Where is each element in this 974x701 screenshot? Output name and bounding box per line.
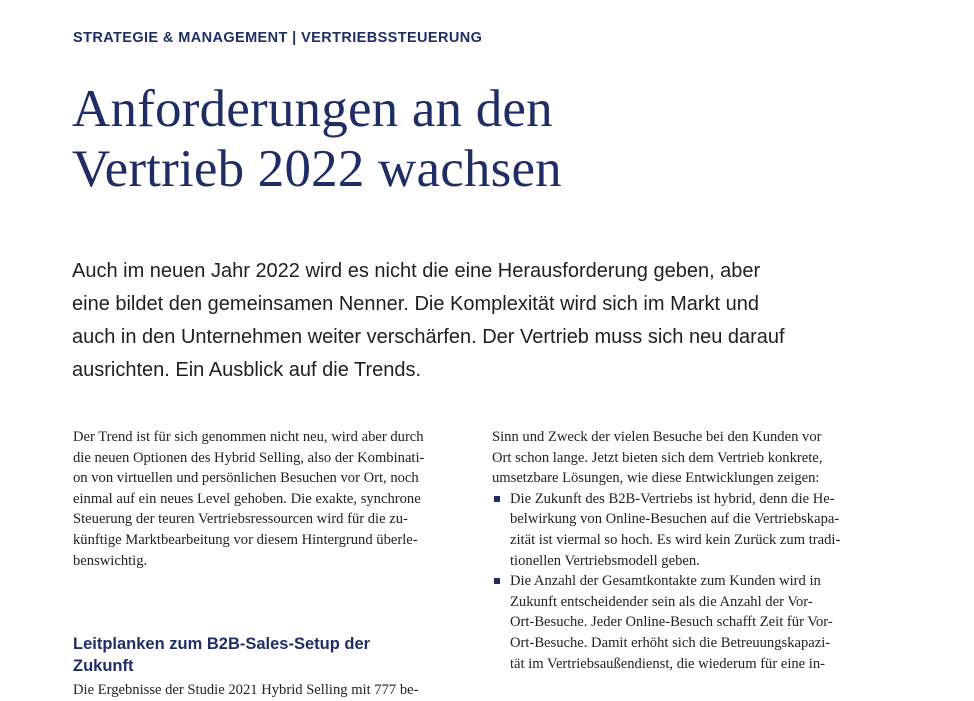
subheading-line: Zukunft <box>73 657 134 675</box>
bullet-item <box>492 489 892 571</box>
bullet-line: Ort-Besuche. Damit erhöht sich die Betreuungskapazi- <box>510 634 831 651</box>
section-kicker: STRATEGIE & MANAGEMENT | VERTRIEBSSTEUERUNG <box>73 30 483 46</box>
bullet-item <box>492 571 892 674</box>
body-line: einmal auf ein neues Level gehoben. Die exakte, synchrone <box>73 490 421 507</box>
square-bullet-icon <box>494 496 500 502</box>
bullet-line: tät im Vertriebsaußendienst, die wiederum für eine in- <box>510 655 826 672</box>
body-line: Die Ergebnisse der Studie 2021 Hybrid Selling mit 777 be- <box>73 682 419 698</box>
bullet-line: Die Anzahl der Gesamtkontakte zum Kunden wird in <box>510 573 821 590</box>
body-line: die neuen Optionen des Hybrid Selling, also der Kombinati- <box>73 449 425 466</box>
body-line: Steuerung der teuren Vertriebsressourcen wird für die zu- <box>73 511 408 528</box>
lead-line: auch in den Unternehmen weiter verschärfen. Der Vertrieb muss sich neu darauf <box>72 326 785 348</box>
body-line: Der Trend ist für sich genommen nicht neu, wird aber durch <box>73 429 424 445</box>
article-title <box>72 79 562 199</box>
square-bullet-icon <box>494 578 500 584</box>
lead-line: ausrichten. Ein Ausblick auf die Trends. <box>72 359 422 381</box>
subheading-line: Leitplanken zum B2B-Sales-Setup der <box>73 635 371 653</box>
section-subheading <box>73 633 370 677</box>
lead-line: eine bildet den gemeinsamen Nenner. Die Komplexität wird sich im Markt und <box>72 293 760 315</box>
bullet-line: belwirkung von Online-Besuchen auf die Vertriebskapa- <box>510 511 840 528</box>
lead-line: Auch im neuen Jahr 2022 wird es nicht die eine Herausforderung geben, aber <box>72 260 761 282</box>
body-line: on von virtuellen und persönlichen Besuchen vor Ort, noch <box>73 470 419 487</box>
body-line: benswichtig. <box>73 552 148 569</box>
left-column-text <box>73 427 473 571</box>
body-line: Sinn und Zweck der vielen Besuche bei den Kunden vor <box>492 429 822 445</box>
bullet-line: tionellen Vertriebsmodell geben. <box>510 552 700 569</box>
bullet-line: Die Zukunft des B2B-Vertriebs ist hybrid, denn die He- <box>510 490 835 507</box>
body-line: umsetzbare Lösungen, wie diese Entwicklungen zeigen: <box>492 470 820 487</box>
bullet-line: Ort-Besuche. Jeder Online-Besuch schafft Zeit für Vor- <box>510 614 833 631</box>
body-line: Ort schon lange. Jetzt bieten sich dem Vertrieb konkrete, <box>492 449 823 466</box>
title-line: Anforderungen an den <box>72 80 553 138</box>
right-column-text <box>492 427 892 674</box>
bullet-line: Zukunft entscheidender sein als die Anzahl der Vor- <box>510 593 813 610</box>
bullet-line: zität ist viermal so hoch. Es wird kein Zurück zum tradi- <box>510 531 841 548</box>
lead-paragraph <box>72 255 872 387</box>
body-line: künftige Marktbearbeitung vor diesem Hintergrund überle- <box>73 531 418 548</box>
title-line: Vertrieb 2022 wachsen <box>72 140 562 198</box>
